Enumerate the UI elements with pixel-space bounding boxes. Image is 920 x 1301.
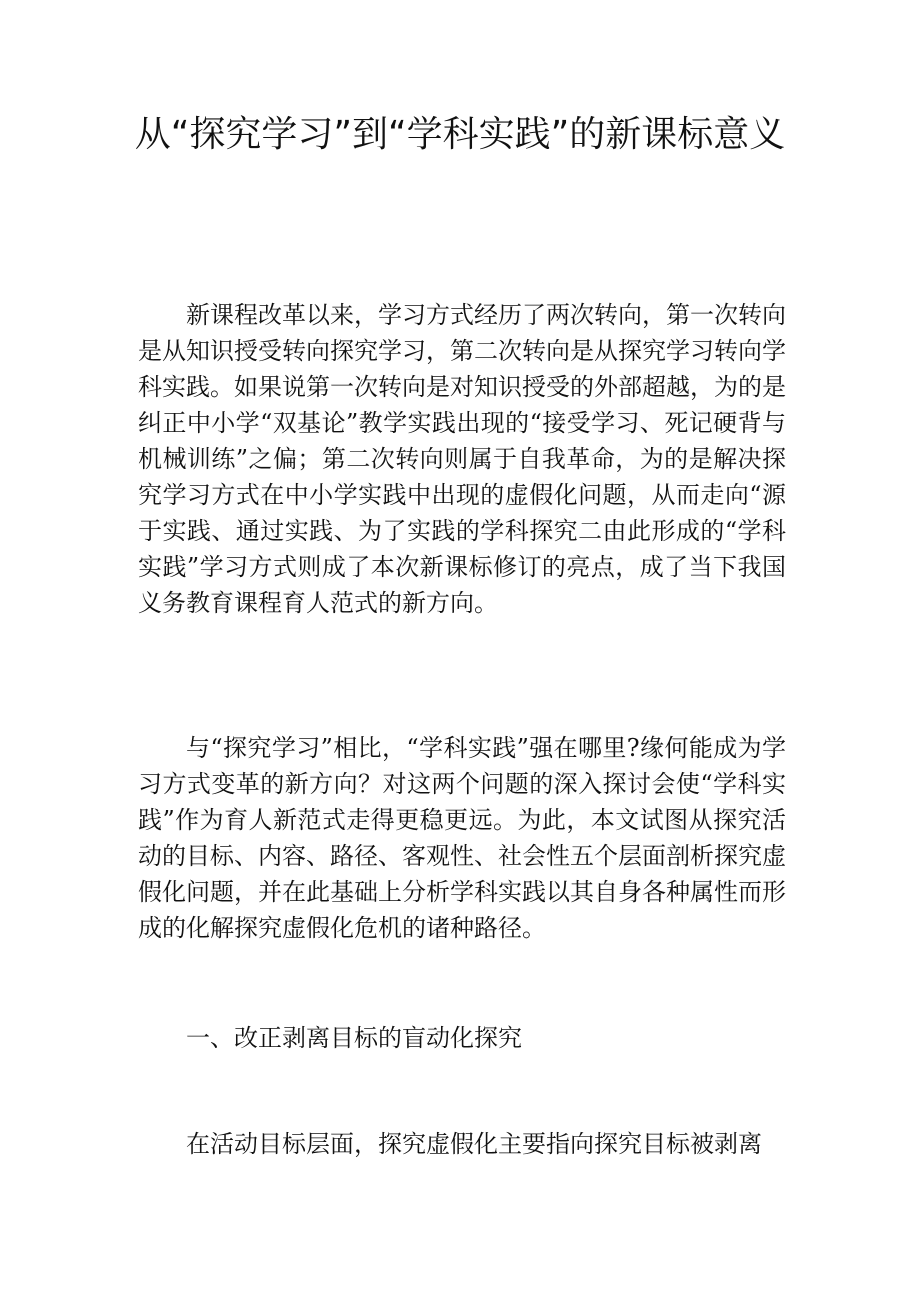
body-paragraph-2: 与“探究学习”相比，“学科实践”强在哪里?缘何能成为学习方式变革的新方向？对这两个问题的深入探讨会使“学科实践”作为育人新范式走得更稳更远。为此，本文试图从探究活动的目标、内容、路径、客观性、社会性五个层面剖析探究虚假化问题，并在此基础上分析学科实践以其自身各种属性而形成的化解探究虚假化危机的诸种路径。 (138, 734, 786, 942)
body-paragraph-3: 在活动目标层面，探究虚假化主要指向探究目标被剥离 (186, 1130, 762, 1158)
section-heading: 一、改正剥离目标的盲动化探究 (186, 1024, 522, 1052)
document-title: 从“探究学习”到“学科实践”的新课标意义 (134, 114, 786, 155)
body-paragraph-1: 新课程改革以来，学习方式经历了两次转向，第一次转向是从知识授受转向探究学习，第二次转向是从探究学习转向学科实践。如果说第一次转向是对知识授受的外部超越，为的是纠正中小学“双基论”教学实践出现的“接受学习、死记硬背与机械训练”之偏；第二次转向则属于自我革命，为的是解决探究学习方式在中小学实践中出现的虚假化问题，从而走向“源于实践、通过实践、为了实践的学科探究二由此形成的“学科实践”学习方式则成了本次新课标修订的亮点，成了当下我国义务教育课程育人范式的新方向。 (138, 301, 786, 617)
